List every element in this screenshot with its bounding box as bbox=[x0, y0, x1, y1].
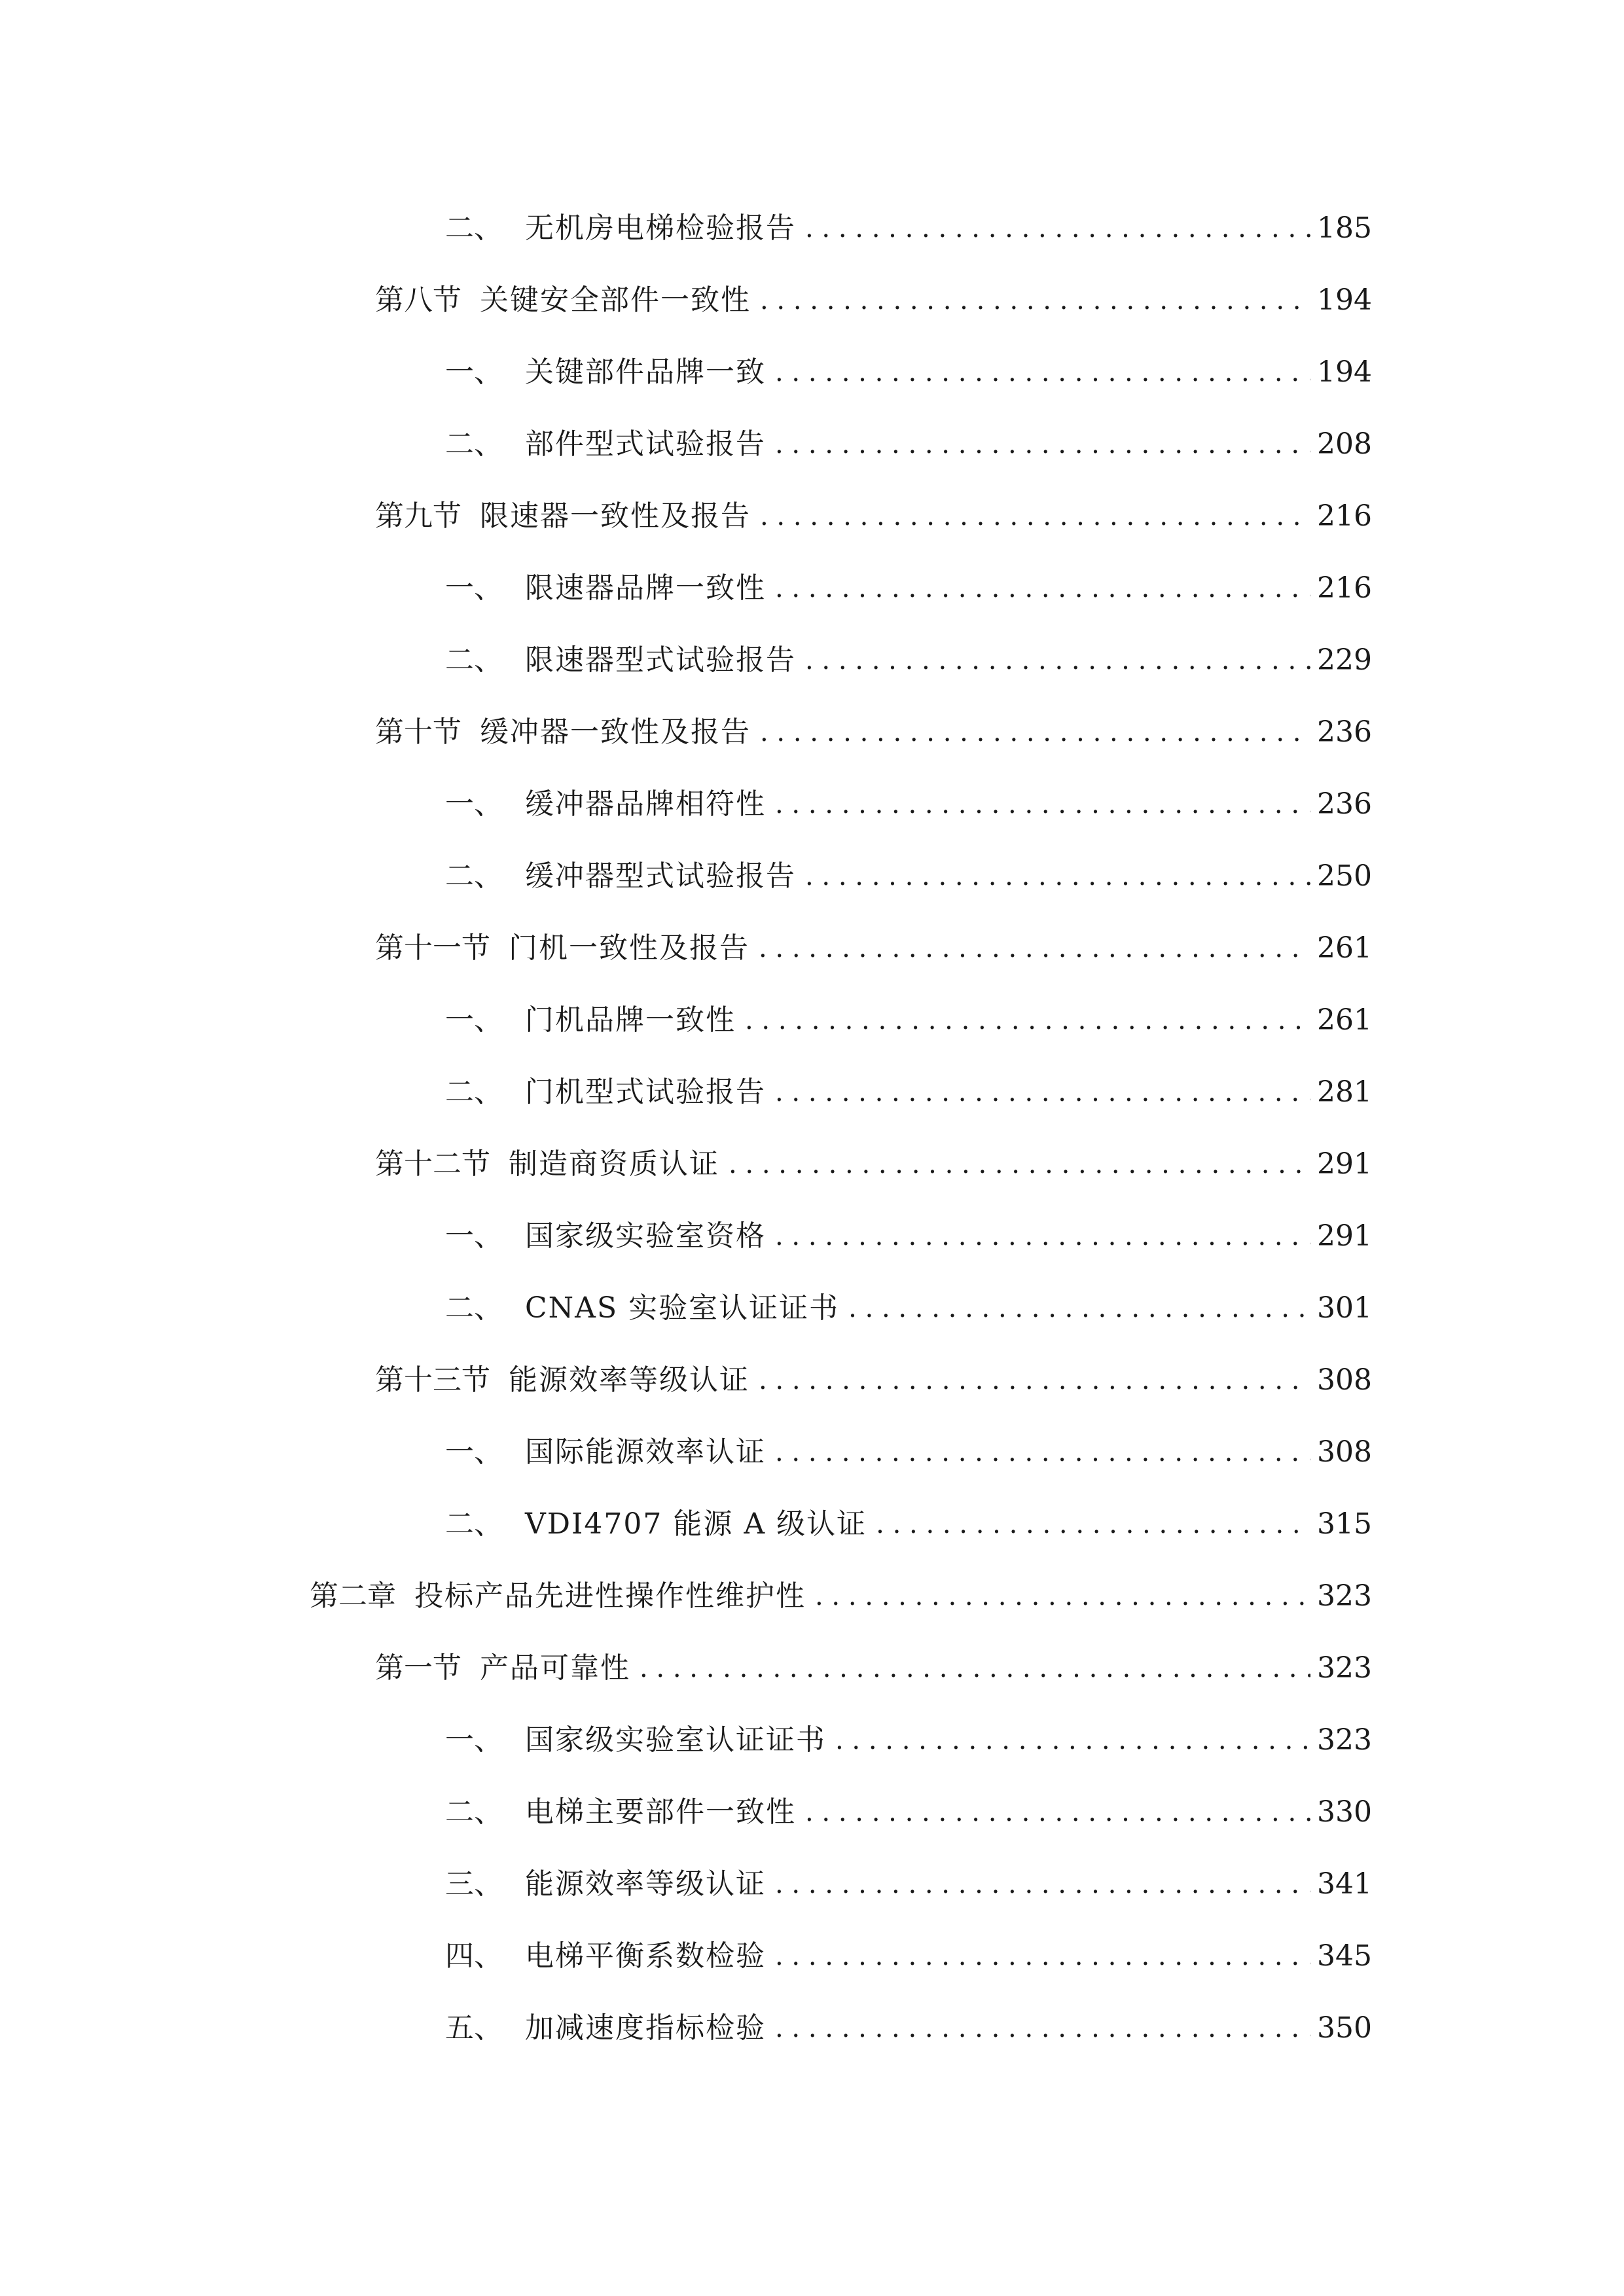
toc-entry[interactable] bbox=[375, 1642, 1372, 1695]
toc-entry-title: 门机型式试验报告 bbox=[525, 1075, 766, 1109]
toc-entry-title: 限速器型式试验报告 bbox=[525, 643, 796, 677]
dot-leader bbox=[848, 1282, 1310, 1335]
toc-entry-number: 五、 bbox=[445, 2011, 503, 2045]
toc-entry[interactable] bbox=[445, 1066, 1372, 1119]
toc-entry-page: 185 bbox=[1317, 211, 1372, 245]
dot-leader bbox=[759, 922, 1310, 975]
toc-entry[interactable] bbox=[445, 1210, 1372, 1263]
toc-entry[interactable] bbox=[445, 1426, 1372, 1479]
toc-entry[interactable] bbox=[445, 346, 1372, 399]
toc-entry-title: 国家级实验室认证证书 bbox=[525, 1723, 826, 1757]
dot-leader bbox=[729, 1138, 1310, 1191]
toc-entry-page: 308 bbox=[1317, 1363, 1372, 1397]
toc-entry-title: 加减速度指标检验 bbox=[525, 2011, 766, 2045]
toc-entry[interactable] bbox=[310, 1570, 1372, 1623]
toc-entry-title: 能源效率等级认证 bbox=[509, 1363, 749, 1397]
toc-entry-title: 门机一致性及报告 bbox=[509, 931, 749, 965]
toc-entry-page: 194 bbox=[1317, 283, 1372, 317]
toc-entry-page: 261 bbox=[1317, 1003, 1372, 1037]
toc-entry-title: 制造商资质认证 bbox=[509, 1147, 719, 1181]
dot-leader bbox=[760, 490, 1310, 543]
toc-entry-page: 323 bbox=[1317, 1579, 1372, 1613]
toc-entry-page: 301 bbox=[1317, 1291, 1372, 1325]
dot-leader bbox=[775, 1426, 1310, 1479]
toc-entry[interactable] bbox=[375, 922, 1372, 975]
toc-entry[interactable] bbox=[375, 490, 1372, 543]
dot-leader bbox=[805, 850, 1310, 903]
toc-entry-number: 二、 bbox=[445, 1075, 503, 1109]
toc-entry-page: 216 bbox=[1317, 499, 1372, 533]
dot-leader bbox=[759, 1354, 1310, 1407]
toc-entry-title: 限速器品牌一致性 bbox=[525, 571, 766, 605]
toc-entry[interactable] bbox=[375, 1138, 1372, 1191]
toc-entry-number: 一、 bbox=[445, 1435, 503, 1469]
toc-entry-number: 第十三节 bbox=[375, 1363, 490, 1397]
toc-entry-title: 无机房电梯检验报告 bbox=[525, 211, 796, 245]
toc-entry-title: 关键部件品牌一致 bbox=[525, 355, 766, 389]
dot-leader bbox=[775, 1930, 1310, 1982]
toc-entry[interactable] bbox=[445, 2002, 1372, 2054]
toc-entry-page: 250 bbox=[1317, 859, 1372, 893]
toc-entry-page: 261 bbox=[1317, 931, 1372, 965]
dot-leader bbox=[640, 1642, 1310, 1695]
toc-entry-title: 电梯主要部件一致性 bbox=[525, 1795, 796, 1829]
toc-entry-page: 315 bbox=[1317, 1507, 1372, 1541]
dot-leader bbox=[775, 562, 1310, 615]
toc-entry-number: 第二章 bbox=[310, 1579, 396, 1613]
toc-entry[interactable] bbox=[445, 418, 1372, 471]
toc-entry-number: 第八节 bbox=[375, 283, 461, 317]
toc-entry[interactable] bbox=[445, 1786, 1372, 1839]
toc-entry-page: 291 bbox=[1317, 1219, 1372, 1253]
toc-entry-number: 一、 bbox=[445, 355, 503, 389]
dot-leader bbox=[835, 1714, 1310, 1767]
toc-entry-title: 部件型式试验报告 bbox=[525, 427, 766, 461]
toc-entry-number: 第十一节 bbox=[375, 931, 490, 965]
toc-entry-page: 236 bbox=[1317, 715, 1372, 749]
toc-entry-number: 二、 bbox=[445, 1507, 503, 1541]
dot-leader bbox=[775, 2002, 1310, 2054]
dot-leader bbox=[775, 778, 1310, 831]
toc-entry-title: 能源效率等级认证 bbox=[525, 1867, 766, 1901]
dot-leader bbox=[775, 1858, 1310, 1910]
toc-entry-page: 308 bbox=[1317, 1435, 1372, 1469]
toc-entry-number: 二、 bbox=[445, 1795, 503, 1829]
toc-entry[interactable] bbox=[445, 202, 1372, 255]
toc-entry-number: 二、 bbox=[445, 643, 503, 677]
toc-entry[interactable] bbox=[445, 850, 1372, 903]
toc-entry-page: 194 bbox=[1317, 355, 1372, 389]
toc-entry-number: 二、 bbox=[445, 427, 503, 461]
toc-entry[interactable] bbox=[445, 1498, 1372, 1551]
dot-leader bbox=[775, 418, 1310, 471]
toc-entry[interactable] bbox=[445, 1282, 1372, 1335]
toc-entry-page: 330 bbox=[1317, 1795, 1372, 1829]
dot-leader bbox=[775, 1210, 1310, 1263]
toc-entry-number: 一、 bbox=[445, 1003, 503, 1037]
dot-leader bbox=[760, 706, 1310, 759]
toc-entry-page: 208 bbox=[1317, 427, 1372, 461]
toc-entry[interactable] bbox=[445, 994, 1372, 1047]
toc-entry-page: 350 bbox=[1317, 2011, 1372, 2045]
toc-entry-page: 236 bbox=[1317, 787, 1372, 821]
toc-entry-page: 229 bbox=[1317, 643, 1372, 677]
toc-entry[interactable] bbox=[375, 1354, 1372, 1407]
toc-entry[interactable] bbox=[445, 778, 1372, 831]
toc-entry-number: 二、 bbox=[445, 211, 503, 245]
toc-entry[interactable] bbox=[375, 274, 1372, 327]
dot-leader bbox=[805, 634, 1310, 687]
dot-leader bbox=[805, 202, 1310, 255]
toc-entry[interactable] bbox=[445, 1930, 1372, 1982]
toc-entry-number: 第十节 bbox=[375, 715, 461, 749]
dot-leader bbox=[775, 1066, 1310, 1119]
toc-entry-number: 第一节 bbox=[375, 1651, 461, 1685]
toc-entry-number: 一、 bbox=[445, 1219, 503, 1253]
toc-entry-title: 缓冲器一致性及报告 bbox=[480, 715, 751, 749]
toc-entry-number: 第十二节 bbox=[375, 1147, 490, 1181]
toc-entry-title: 限速器一致性及报告 bbox=[480, 499, 751, 533]
dot-leader bbox=[760, 274, 1310, 327]
toc-entry-number: 一、 bbox=[445, 571, 503, 605]
toc-entry[interactable] bbox=[375, 706, 1372, 759]
toc-entry-page: 281 bbox=[1317, 1075, 1372, 1109]
dot-leader bbox=[745, 994, 1310, 1047]
toc-entry-number: 二、 bbox=[445, 1291, 503, 1325]
toc-entry-title: VDI4707 能源 A 级认证 bbox=[525, 1507, 867, 1541]
toc-entry-number: 一、 bbox=[445, 1723, 503, 1757]
toc-entry[interactable] bbox=[445, 562, 1372, 615]
toc-entry-title: 缓冲器品牌相符性 bbox=[525, 787, 766, 821]
toc-entry-title: 投标产品先进性操作性维护性 bbox=[414, 1579, 806, 1613]
toc-entry-title: 产品可靠性 bbox=[480, 1651, 630, 1685]
toc-entry-page: 323 bbox=[1317, 1723, 1372, 1757]
toc-entry-page: 323 bbox=[1317, 1651, 1372, 1685]
dot-leader bbox=[876, 1498, 1310, 1551]
toc-entry-title: 门机品牌一致性 bbox=[525, 1003, 736, 1037]
dot-leader bbox=[775, 346, 1310, 399]
toc-entry-page: 216 bbox=[1317, 571, 1372, 605]
toc-entry-title: 关键安全部件一致性 bbox=[480, 283, 751, 317]
toc-entry[interactable] bbox=[445, 1858, 1372, 1910]
toc-entry-number: 一、 bbox=[445, 787, 503, 821]
toc-entry-page: 345 bbox=[1317, 1939, 1372, 1973]
toc-entry-number: 三、 bbox=[445, 1867, 503, 1901]
toc-entry-number: 四、 bbox=[445, 1939, 503, 1973]
toc-entry-title: 电梯平衡系数检验 bbox=[525, 1939, 766, 1973]
toc-entry-number: 第九节 bbox=[375, 499, 461, 533]
dot-leader bbox=[815, 1570, 1310, 1623]
toc-entry-title: 国家级实验室资格 bbox=[525, 1219, 766, 1253]
toc-entry[interactable] bbox=[445, 634, 1372, 687]
toc-entry[interactable] bbox=[445, 1714, 1372, 1767]
toc-entry-title: CNAS 实验室认证证书 bbox=[525, 1291, 840, 1325]
toc-entry-page: 341 bbox=[1317, 1867, 1372, 1901]
toc-entry-title: 缓冲器型式试验报告 bbox=[525, 859, 796, 893]
toc-entry-title: 国际能源效率认证 bbox=[525, 1435, 766, 1469]
dot-leader bbox=[805, 1786, 1310, 1839]
toc-entry-number: 二、 bbox=[445, 859, 503, 893]
toc-entry-page: 291 bbox=[1317, 1147, 1372, 1181]
